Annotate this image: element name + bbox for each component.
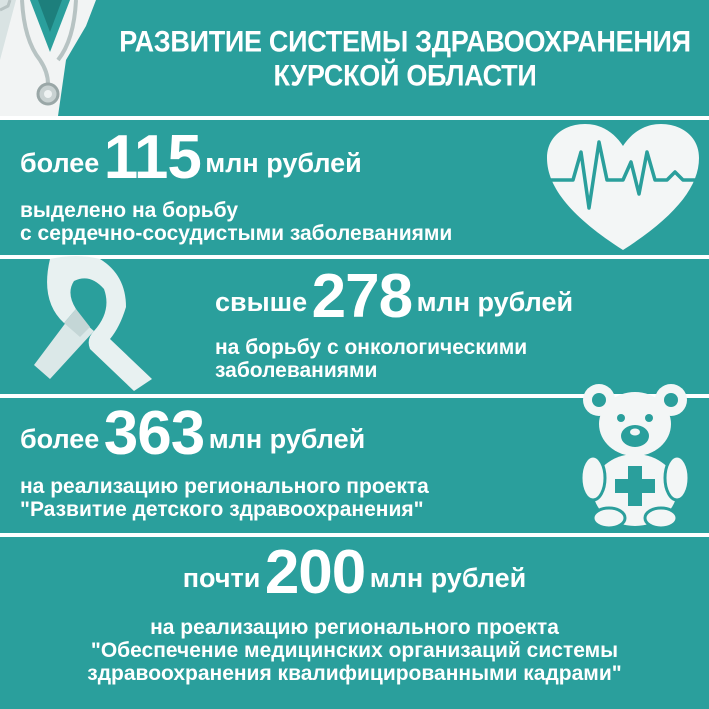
stat-band-oncology xyxy=(0,259,709,394)
stat-number: 363 xyxy=(103,399,205,468)
stat-prefix: свыше xyxy=(215,287,308,317)
stat-prefix: более xyxy=(20,148,100,178)
heart-pulse-icon xyxy=(543,122,703,254)
stat-description xyxy=(0,616,709,685)
stat-unit: млн рублей xyxy=(416,287,574,317)
stat-lead xyxy=(20,398,365,469)
doctor-coat-icon xyxy=(0,0,110,116)
desc-line: на борьбу с онкологическими xyxy=(215,336,528,359)
desc-line: "Обеспечение медицинских организаций системы xyxy=(90,639,619,662)
stat-number: 200 xyxy=(264,538,366,607)
header-band xyxy=(0,0,709,116)
stat-prefix: почти xyxy=(182,563,261,593)
stat-unit: млн рублей xyxy=(369,563,527,593)
page-title xyxy=(105,25,705,93)
awareness-ribbon-icon xyxy=(30,255,170,395)
title-line-1: РАЗВИТИЕ СИСТЕМЫ ЗДРАВООХРАНЕНИЯ xyxy=(119,24,691,58)
stat-band-cardio xyxy=(0,120,709,255)
desc-line: с сердечно-сосудистыми заболеваниями xyxy=(20,222,453,245)
desc-line: заболеваниями xyxy=(215,359,378,382)
stat-description xyxy=(215,336,527,382)
desc-line: "Развитие детского здравоохранения" xyxy=(20,498,424,521)
stat-description xyxy=(20,199,452,245)
teddy-bear-icon xyxy=(575,378,695,528)
stat-band-children xyxy=(0,398,709,533)
stat-number: 278 xyxy=(311,262,413,331)
desc-line: выделено на борьбу xyxy=(20,199,239,222)
stat-prefix: более xyxy=(20,424,100,454)
stat-band-personnel xyxy=(0,537,709,709)
stat-lead xyxy=(215,261,573,332)
stat-description xyxy=(20,475,429,521)
desc-line: на реализацию регионального проекта xyxy=(150,616,559,639)
stat-unit: млн рублей xyxy=(208,424,366,454)
desc-line: на реализацию регионального проекта xyxy=(20,475,429,498)
stat-lead xyxy=(20,122,362,193)
title-line-2: КУРСКОЙ ОБЛАСТИ xyxy=(273,59,537,92)
desc-line: здравоохранения квалифицированными кадрами" xyxy=(87,662,622,685)
stat-unit: млн рублей xyxy=(205,148,362,178)
stat-number: 115 xyxy=(103,123,201,192)
stat-lead xyxy=(0,537,709,608)
